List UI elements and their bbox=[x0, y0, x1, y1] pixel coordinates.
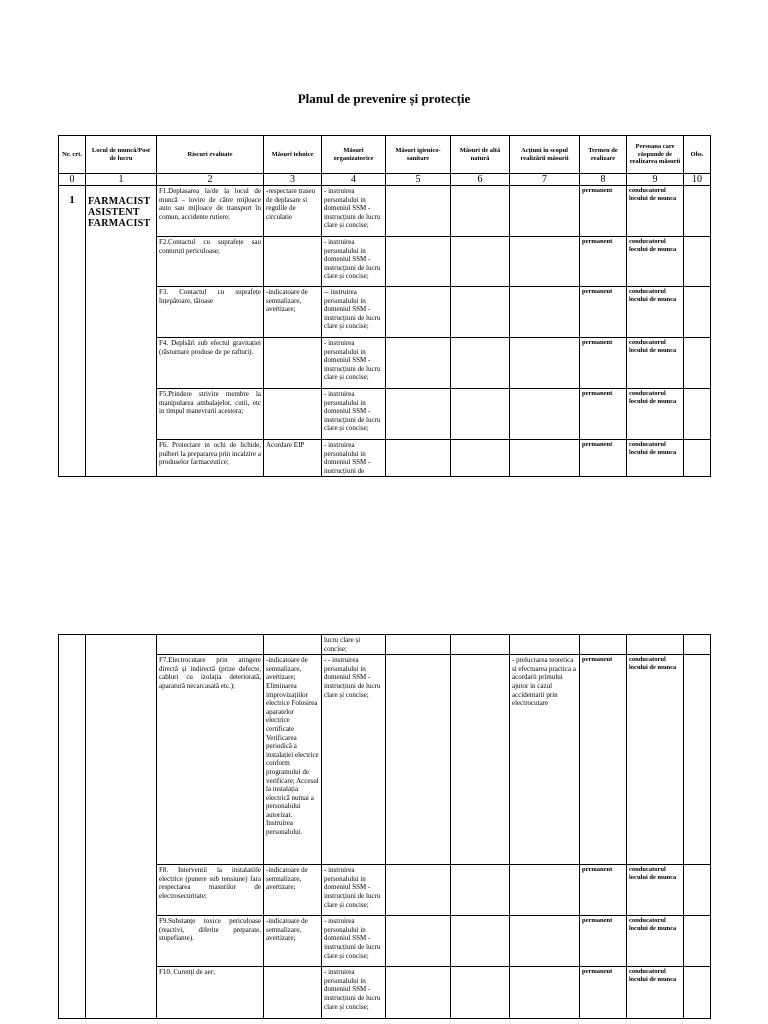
column-number: 10 bbox=[684, 174, 711, 186]
obs-cell bbox=[684, 440, 711, 477]
obs-cell bbox=[684, 237, 711, 287]
header-cell: Riscuri evaluate bbox=[157, 136, 264, 174]
responsible-cell: conducatorul locului de munca bbox=[627, 389, 684, 440]
risk-cell: F1.Deplasarea la/de la locul de muncă – lovire de către mijloace auto sau mijloace de transport în comun, accidente rutiere; bbox=[157, 186, 264, 237]
actions-cell bbox=[510, 389, 580, 440]
column-number: 6 bbox=[451, 174, 510, 186]
technical-measures-cell: -indicatoare de semnalizare, avertizare; bbox=[264, 916, 322, 967]
obs-cell bbox=[684, 967, 711, 1019]
deadline-cell: permanent bbox=[580, 440, 627, 477]
actions-cell bbox=[510, 916, 580, 967]
other-measures-cell bbox=[451, 287, 510, 338]
column-number-row bbox=[59, 174, 711, 186]
obs-cell bbox=[684, 389, 711, 440]
actions-cell bbox=[510, 338, 580, 389]
organizational-measures-cell: - instruirea personalului in domeniul SSM - instrucțiuni de bbox=[322, 440, 386, 477]
column-number: 0 bbox=[59, 174, 86, 186]
header-cell: Măsuri organizatorice bbox=[322, 136, 386, 174]
page-title: Planul de prevenire și protecție bbox=[297, 91, 471, 106]
obs-cell bbox=[684, 287, 711, 338]
table-row bbox=[59, 287, 711, 338]
table-row bbox=[59, 440, 711, 477]
actions-cell bbox=[510, 635, 580, 655]
responsible-cell: conducatorul locului de munca bbox=[627, 967, 684, 1019]
table-row bbox=[59, 916, 711, 967]
hygiene-measures-cell bbox=[386, 287, 451, 338]
technical-measures-cell: -respectare traseu de deplasare si regulile de circulatie bbox=[264, 186, 322, 237]
organizational-measures-cell: - instruirea personalului in domeniul SSM - instrucțiuni de lucru clare și concise; bbox=[322, 186, 386, 237]
technical-measures-cell: -indicatoare de semnalizare, avertizare; bbox=[264, 287, 322, 338]
hygiene-measures-cell bbox=[386, 865, 451, 916]
column-number: 5 bbox=[386, 174, 451, 186]
responsible-cell bbox=[627, 635, 684, 655]
actions-cell bbox=[510, 440, 580, 477]
other-measures-cell bbox=[451, 655, 510, 865]
organizational-measures-cell: - instruirea personalului in domeniul SSM - instrucțiuni de lucru clare și concise; bbox=[322, 237, 386, 287]
column-number: 7 bbox=[510, 174, 580, 186]
actions-cell: - prelucrarea teoretica si efectuarea practica a acordarii primului ajutor in cazul accidentarii prin electrocutare bbox=[510, 655, 580, 865]
deadline-cell: permanent bbox=[580, 186, 627, 237]
technical-measures-cell bbox=[264, 635, 322, 655]
table-row bbox=[59, 635, 711, 655]
risk-cell: F4. Deplsări sub efectul gravitației (răsturnare produse de pe rafturi). bbox=[157, 338, 264, 389]
header-cell: Nr. crt. bbox=[59, 136, 86, 174]
other-measures-cell bbox=[451, 440, 510, 477]
organizational-measures-cell: - instruirea personalului in domeniul SSM - instrucțiuni de lucru clare și concise; bbox=[322, 865, 386, 916]
risk-cell: F8. Interventii la instalatiile electrice (punere sub tensiune) fara respectarea masurilor de electrosecuritate; bbox=[157, 865, 264, 916]
deadline-cell: permanent bbox=[580, 287, 627, 338]
header-cell: Măsuri de altă natură bbox=[451, 136, 510, 174]
table-row bbox=[59, 865, 711, 916]
hygiene-measures-cell bbox=[386, 635, 451, 655]
prevention-plan-table-continued bbox=[58, 634, 711, 1019]
other-measures-cell bbox=[451, 338, 510, 389]
hygiene-measures-cell bbox=[386, 389, 451, 440]
responsible-cell: conducatorul locului de munca bbox=[627, 655, 684, 865]
column-number: 2 bbox=[157, 174, 264, 186]
header-cell: Obs. bbox=[684, 136, 711, 174]
responsible-cell: conducatorul locului de munca bbox=[627, 440, 684, 477]
deadline-cell: permanent bbox=[580, 967, 627, 1019]
organizational-measures-cell: - instruirea personalului in domeniul SSM - instrucțiuni de lucru clare și concise; bbox=[322, 916, 386, 967]
technical-measures-cell: -indicatoare de semnalizare, avertizare; bbox=[264, 865, 322, 916]
other-measures-cell bbox=[451, 967, 510, 1019]
risk-cell: F3. Contactul cu suprafețe înțepătoare, tăioase bbox=[157, 287, 264, 338]
header-cell: Măsuri igienico-sanitare bbox=[386, 136, 451, 174]
header-cell: Locul de muncă/Post de lucru bbox=[86, 136, 157, 174]
header-cell: Acțiuni în scopul realizării măsurii bbox=[510, 136, 580, 174]
column-number: 4 bbox=[322, 174, 386, 186]
risk-cell: F7.Electrocutare prin atingere directă și indirectă (prize defecte, cabluri cu izolația deteriorată, aparatură necarcasată etc.); bbox=[157, 655, 264, 865]
hygiene-measures-cell bbox=[386, 237, 451, 287]
deadline-cell: permanent bbox=[580, 237, 627, 287]
responsible-cell: conducatorul locului de munca bbox=[627, 865, 684, 916]
risk-cell: F9.Substanțe toxice periculoase (reactivi, diferite preparate, stupefiante). bbox=[157, 916, 264, 967]
deadline-cell: permanent bbox=[580, 916, 627, 967]
other-measures-cell bbox=[451, 916, 510, 967]
risk-cell: F2.Contactul cu suprafețe sau conturuti periculoase; bbox=[157, 237, 264, 287]
technical-measures-cell bbox=[264, 237, 322, 287]
table-row bbox=[59, 389, 711, 440]
technical-measures-cell: Acordare EIP bbox=[264, 440, 322, 477]
risk-cell: F10. Curenți de aer; bbox=[157, 967, 264, 1019]
actions-cell bbox=[510, 237, 580, 287]
technical-measures-cell bbox=[264, 389, 322, 440]
actions-cell bbox=[510, 865, 580, 916]
workplace-cell bbox=[86, 635, 157, 1019]
actions-cell bbox=[510, 287, 580, 338]
technical-measures-cell: -indicatoare de semnalizare, avertizare; Eliminarea improvizațiilor electrice Folosirea aparatelor electrice certificate Verificarea periodică a instalației electrice conform programului de verificare; Accesul la instalația electrică numai a personalului autorizat. Instruirea personalului. bbox=[264, 655, 322, 865]
hygiene-measures-cell bbox=[386, 655, 451, 865]
organizational-measures-cell: - instruirea personalului in domeniul SSM - instrucțiuni de lucru clare și concise; bbox=[322, 967, 386, 1019]
hygiene-measures-cell bbox=[386, 967, 451, 1019]
risk-cell bbox=[157, 635, 264, 655]
column-number: 9 bbox=[627, 174, 684, 186]
header-cell: Termen de realizare bbox=[580, 136, 627, 174]
actions-cell bbox=[510, 186, 580, 237]
table-row bbox=[59, 338, 711, 389]
hygiene-measures-cell bbox=[386, 440, 451, 477]
hygiene-measures-cell bbox=[386, 186, 451, 237]
table-row bbox=[59, 967, 711, 1019]
other-measures-cell bbox=[451, 186, 510, 237]
header-cell: Persoana care răspunde de realizarea măsurii bbox=[627, 136, 684, 174]
workplace-cell: FARMACIST ASISTENT FARMACIST bbox=[86, 186, 157, 477]
risk-cell: F5.Prindere strivire membre la manipularea ambalajelor, cutii, etc in timpul manevrarii acestora; bbox=[157, 389, 264, 440]
deadline-cell: permanent bbox=[580, 389, 627, 440]
header-cell: Măsuri tehnice bbox=[264, 136, 322, 174]
deadline-cell: permanent bbox=[580, 865, 627, 916]
row-number bbox=[59, 635, 86, 1019]
organizational-measures-cell: - instruirea personalului in domeniul SSM - instrucțiuni de lucru clare și concise; bbox=[322, 389, 386, 440]
hygiene-measures-cell bbox=[386, 338, 451, 389]
organizational-measures-cell: lucru clare și concise; bbox=[322, 635, 386, 655]
responsible-cell: conducatorul locului de munca bbox=[627, 916, 684, 967]
column-number: 1 bbox=[86, 174, 157, 186]
obs-cell bbox=[684, 865, 711, 916]
responsible-cell: conducatorul locului de munca bbox=[627, 287, 684, 338]
row-number: 1 bbox=[59, 186, 86, 477]
responsible-cell: conducatorul locului de munca bbox=[627, 186, 684, 237]
table-row bbox=[59, 186, 711, 237]
responsible-cell: conducatorul locului de munca bbox=[627, 338, 684, 389]
obs-cell bbox=[684, 186, 711, 237]
obs-cell bbox=[684, 916, 711, 967]
organizational-measures-cell: -- instruirea personalului in domeniul SSM - instrucțiuni de lucru clare și concise; bbox=[322, 287, 386, 338]
prevention-plan-table bbox=[58, 135, 711, 477]
other-measures-cell bbox=[451, 389, 510, 440]
header-row bbox=[59, 136, 711, 174]
column-number: 3 bbox=[264, 174, 322, 186]
technical-measures-cell bbox=[264, 967, 322, 1019]
risk-cell: F6. Proiectare in ochi de lichide, pulberi la prepararea prin incalzire a produselor farmaceutice; bbox=[157, 440, 264, 477]
hygiene-measures-cell bbox=[386, 916, 451, 967]
table-row bbox=[59, 655, 711, 865]
column-number: 8 bbox=[580, 174, 627, 186]
technical-measures-cell bbox=[264, 338, 322, 389]
obs-cell bbox=[684, 338, 711, 389]
deadline-cell bbox=[580, 635, 627, 655]
other-measures-cell bbox=[451, 635, 510, 655]
other-measures-cell bbox=[451, 865, 510, 916]
obs-cell bbox=[684, 655, 711, 865]
obs-cell bbox=[684, 635, 711, 655]
organizational-measures-cell: - - instruirea personalului in domeniul SSM - instrucțiuni de lucru clare și concise; bbox=[322, 655, 386, 865]
other-measures-cell bbox=[451, 237, 510, 287]
deadline-cell: permanent bbox=[580, 338, 627, 389]
deadline-cell: permanent bbox=[580, 655, 627, 865]
organizational-measures-cell: - instruirea personalului in domeniul SSM - instrucțiuni de lucru clare și concise; bbox=[322, 338, 386, 389]
actions-cell bbox=[510, 967, 580, 1019]
responsible-cell: conducatorul locului de munca bbox=[627, 237, 684, 287]
table-row bbox=[59, 237, 711, 287]
